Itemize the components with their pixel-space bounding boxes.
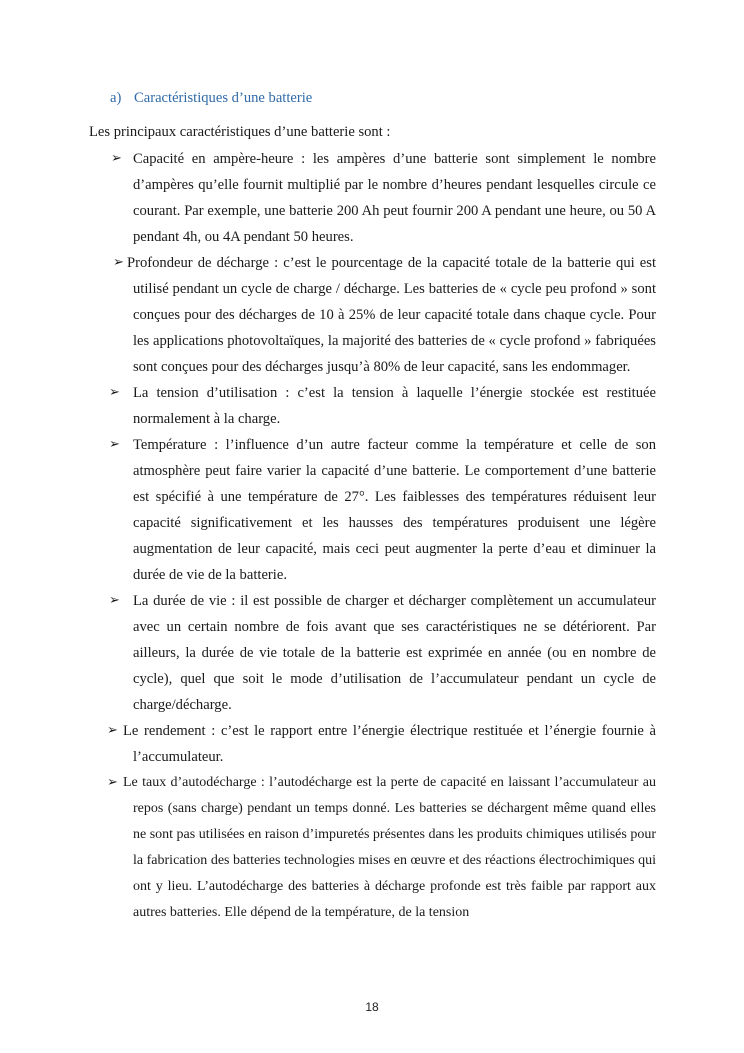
- section-heading: [110, 88, 312, 108]
- list-item: [107, 770, 656, 926]
- list-item-text: La durée de vie : il est possible de charger et décharger complètement un accumulateur avec un certain nombre de fois avant que ses caractéristiques ne se détériorent. Par ailleurs, la durée de vie totale de la batterie est exprimée en année (ou en nombre de cycle), quel que soit le mode d’utilisation de l’accumulateur pendant un cycle de charge/décharge.: [133, 593, 656, 713]
- list-item: [109, 588, 656, 718]
- arrowhead-bullet-icon: ➢: [109, 385, 120, 400]
- characteristics-list: [107, 146, 656, 926]
- list-item-text: Le rendement : c’est le rapport entre l’énergie électrique restituée et l’énergie fournie à l’accumulateur.: [123, 723, 656, 765]
- arrowhead-bullet-icon: ➢: [109, 437, 120, 452]
- page-number: 18: [365, 1000, 379, 1014]
- list-item-text: Capacité en ampère-heure : les ampères d’une batterie sont simplement le nombre d’ampères qu’elle fournit multiplié par le nombre d’heures pendant lesquelles circule ce courant. Par exemple, une batterie 200 Ah peut fournir 200 A pendant une heure, ou 50 A pendant 4h, ou 4A pendant 50 heures.: [133, 151, 656, 245]
- list-item-text: Température : l’influence d’un autre facteur comme la température et celle de son atmosphère peut faire varier la capacité d’une batterie. Le comportement d’une batterie est spécifié à une température de 27°. Les faiblesses des températures réduisent leur capacité significativement et les hausses des températures produisent une légère augmentation de leur capacité, mais ceci peut augmenter la perte d’eau et diminuer la durée de vie de la batterie.: [133, 437, 656, 583]
- arrowhead-bullet-icon: ➢: [111, 151, 122, 166]
- section-title: Caractéristiques d’une batterie: [134, 90, 313, 106]
- arrowhead-bullet-icon: ➢: [107, 723, 118, 738]
- arrowhead-bullet-icon: ➢: [113, 255, 124, 270]
- arrowhead-bullet-icon: ➢: [107, 775, 118, 790]
- intro-paragraph: Les principaux caractéristiques d’une batterie sont :: [89, 124, 391, 140]
- section-number: a): [110, 90, 122, 106]
- list-item: [109, 432, 656, 588]
- list-item-text: Profondeur de décharge : c’est le pourcentage de la capacité totale de la batterie qui est utilisé pendant un cycle de charge / décharge. Les batteries de « cycle peu profond » sont conçues pour des décharges de 10 à 25% de leur capacité totale dans chaque cycle. Pour les applications photovoltaïques, la majorité des batteries de « cycle profond » fabriquées sont conçues pour des décharges jusqu’à 80% de leur capacité, sans les endommager.: [127, 255, 656, 375]
- list-item: [113, 250, 656, 380]
- list-item-text: La tension d’utilisation : c’est la tension à laquelle l’énergie stockée est restituée normalement à la charge.: [133, 385, 656, 427]
- arrowhead-bullet-icon: ➢: [109, 593, 120, 608]
- list-item: [111, 146, 656, 250]
- list-item: [109, 380, 656, 432]
- list-item-text: Le taux d’autodécharge : l’autodécharge est la perte de capacité en laissant l’accumulateur au repos (sans charge) pendant un temps donné. Les batteries se déchargent même quand elles ne sont pas utilisées en raison d’impuretés présentes dans les produits chimiques utilisés pour la fabrication des batteries technologies mises en œuvre et des réactions électrochimiques qui ont y lieu. L’autodécharge des batteries à décharge profonde est très faible par rapport aux autres batteries. Elle dépend de la température, de la tension: [123, 775, 656, 920]
- list-item: [107, 718, 656, 770]
